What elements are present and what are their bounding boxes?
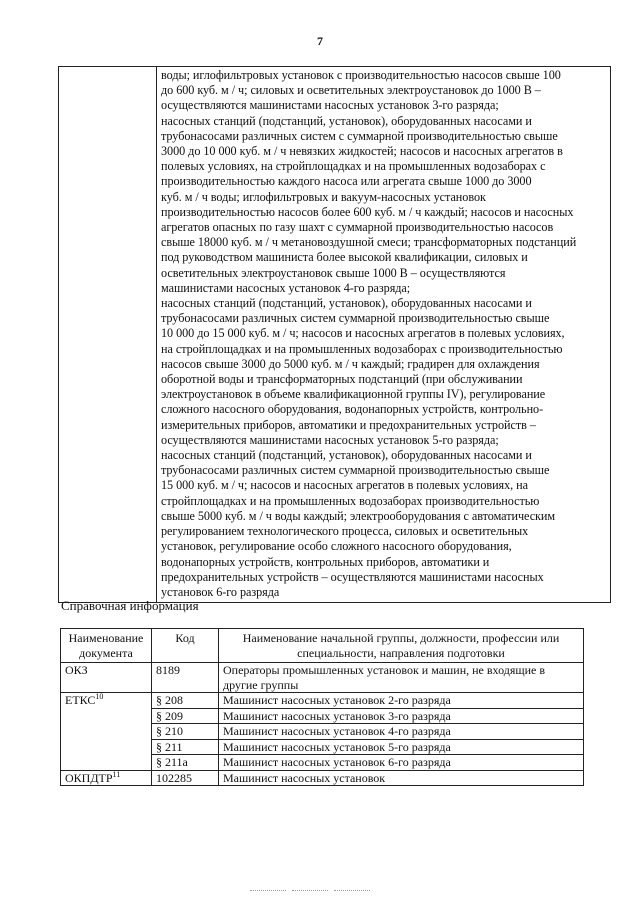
description-cell — [157, 67, 611, 603]
name-okz: Операторы промышленных установок и машин, не входящие в другие группы — [219, 663, 584, 693]
reference-table — [60, 628, 584, 786]
doc-okpdtr-label: ОКПДТР — [65, 770, 113, 785]
name-etks-1: Машинист насосных установок 2-го разряда — [219, 693, 584, 709]
footer-scan-mark — [250, 890, 370, 894]
name-okpdtr: Машинист насосных установок — [219, 770, 584, 786]
doc-etks-label: ЕТКС — [65, 693, 96, 707]
reference-title: Справочная информация — [61, 598, 199, 613]
code-okpdtr: 102285 — [152, 770, 219, 786]
empty-left-cell — [59, 67, 157, 603]
page-number: 7 — [317, 34, 323, 48]
code-etks-4: § 211 — [152, 739, 219, 755]
code-etks-2: § 209 — [152, 708, 219, 724]
header-doc: Наименование документа — [61, 629, 152, 663]
name-etks-4: Машинист насосных установок 5-го разряда — [219, 739, 584, 755]
requirements-table — [58, 66, 611, 603]
header-code: Код — [152, 629, 219, 663]
code-etks-3: § 210 — [152, 724, 219, 740]
footnote-ref-okpdtr: 11 — [112, 769, 121, 779]
code-etks-5: § 211а — [152, 755, 219, 771]
table-row-etks-1 — [61, 693, 584, 709]
name-etks-5: Машинист насосных установок 6-го разряда — [219, 755, 584, 771]
doc-etks — [61, 693, 152, 771]
name-etks-3: Машинист насосных установок 4-го разряда — [219, 724, 584, 740]
header-name: Наименование начальной группы, должности, профессии или специальности, направления подготовки — [219, 629, 584, 663]
footnote-ref-etks: 10 — [95, 692, 104, 701]
table-row — [59, 67, 611, 603]
table-row-okz — [61, 663, 584, 693]
description-text: воды; иглофильтровых установок с производительностью насосов свыше 100 до 600 куб. м / ч; силовых и осветительных электроустановок до 1000 В – осуществляются машинистами насосных установок 3-го разряда; насосных станций (подстанций, установок), оборудованных насосами и трубонасосами различных систем с суммарной производительностью свыше 3000 до 10 000 куб. м / ч невязких жидкостей; насосов и насосных агрегатов в полевых условиях, на стройплощадках и на промышленных водозаборах с производительностью каждого насоса или агрегата свыше 1000 до 3000 куб. м / ч воды; иглофильтровых и вакуум-насосных установок производительностью насосов более 600 куб. м / ч каждый; насосов и насосных агрегатов опасных по газу шахт с суммарной производительностью насосов свыше 18000 куб. м / ч метановоздушной смеси; трансформаторных подстанций под руководством машиниста более высокой квалификации, силовых и осветительных электроустановок свыше 1000 В – осуществляются машинистами насосных установок 4-го разряда; насосных станций (подстанций, установок), оборудованных насосами и трубонасосами различных систем суммарной производительностью свыше 10 000 до 15 000 куб. м / ч; насосов и насосных агрегатов в полевых условиях, на стройплощадках и на промышленных водозаборах с производительностью насосов свыше 3000 до 5000 куб. м / ч каждый; градирен для охлаждения оборотной воды и трансформаторных подстанций (при обслуживании электроустановок в объеме квалификационной группы IV), регулирование сложного насосного оборудования, водонапорных устройств, контрольно- измерительных приборов, автоматики и предохранительных устройств – осуществляются машинистами насосных установок 5-го разряда; насосных станций (подстанций, установок), оборудованных насосами и трубонасосами различных систем суммарной производительностью свыше 15 000 куб. м / ч; насосов и насосных агрегатов в полевых условиях, на стройплощадках и на промышленных водозаборах производительностью свыше 5000 куб. м / ч воды каждый; электрооборудования с автоматическим регулированием технологического процесса, силовых и осветительных установок, регулирование особо сложного насосного оборудования, водонапорных устройств, контрольных приборов, автоматики и предохранительных устройств – осуществляются машинистами насосных установок 6-го разряда — [161, 68, 577, 599]
doc-okz: ОКЗ — [61, 663, 152, 693]
table-row-okpdtr — [61, 770, 584, 786]
code-etks-1: § 208 — [152, 693, 219, 709]
code-okz: 8189 — [152, 663, 219, 693]
doc-okpdtr — [61, 770, 152, 786]
name-etks-2: Машинист насосных установок 3-го разряда — [219, 708, 584, 724]
header-row — [61, 629, 584, 663]
